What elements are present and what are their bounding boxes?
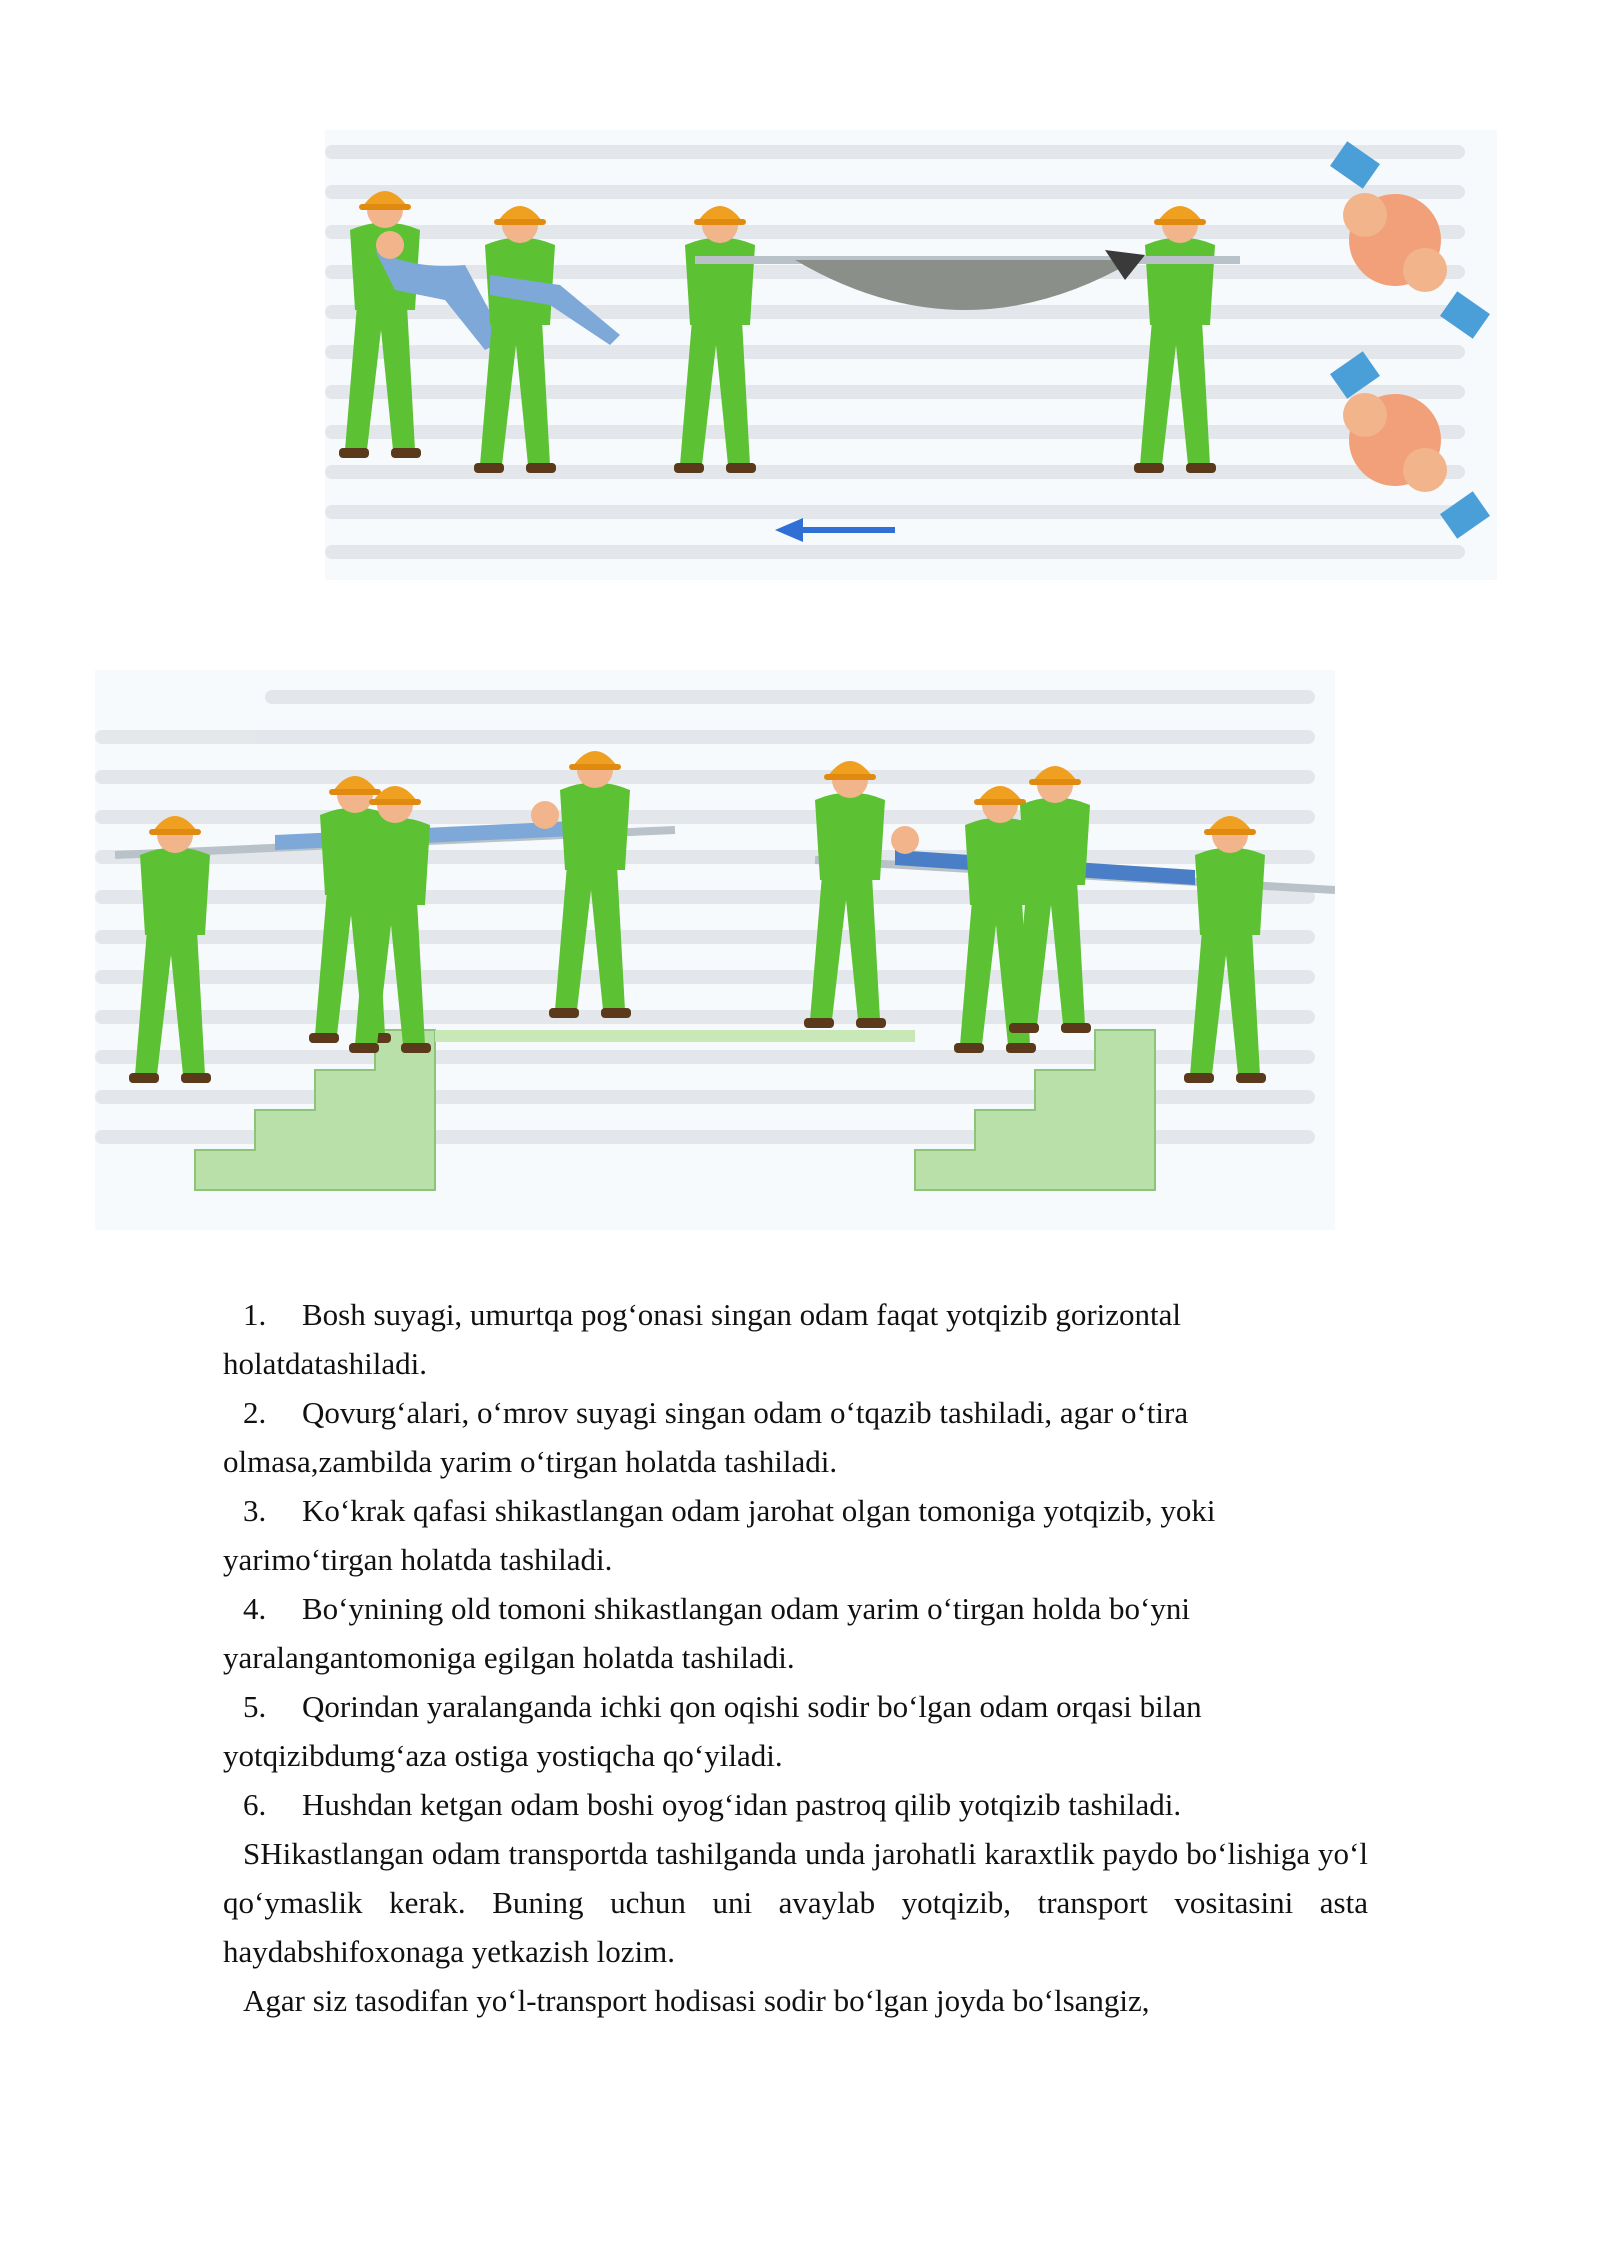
list-number: 4.	[243, 1591, 267, 1626]
list-text-continuation: olmasa,zambilda yarim o‘tirgan holatda tashiladi.	[223, 1444, 838, 1479]
paragraph: SHikastlangan odam transportda tashilganda unda jarohatli karaxtlik paydo bo‘lishiga yo‘l qo‘ymaslik kerak. Buning uchun uni avaylab yotqizib, transport vositasini asta haydabshifoxonaga yetkazish lozim.	[223, 1836, 1368, 1969]
list-text: Qovurg‘alari, o‘mrov suyagi singan odam o‘tqazib tashiladi, agar o‘tira	[302, 1395, 1189, 1430]
list-item	[223, 1682, 1368, 1780]
list-text: Qorindan yaralanganda ichki qon oqishi sodir bo‘lgan odam orqasi bilan	[302, 1689, 1202, 1724]
list-number: 3.	[243, 1493, 267, 1528]
list-text-continuation: holatdatashiladi.	[223, 1346, 428, 1381]
list-item	[223, 1290, 1368, 1388]
list-text: Bosh suyagi, umurtqa pog‘onasi singan odam faqat yotqizib gorizontal	[302, 1297, 1182, 1332]
list-text-continuation: yotqizibdumg‘aza ostiga yostiqcha qo‘yiladi.	[223, 1738, 783, 1773]
list-number: 2.	[243, 1395, 267, 1430]
list-text: Hushdan ketgan odam boshi oyog‘idan pastroq qilib yotqizib tashiladi.	[302, 1787, 1182, 1822]
stair-landing	[435, 1030, 915, 1042]
list-item	[223, 1486, 1368, 1584]
paragraph: Agar siz tasodifan yo‘l-transport hodisasi sodir bo‘lgan joyda bo‘lsangiz,	[243, 1983, 1150, 2018]
stretcher-on-stairs-illustration	[95, 670, 1335, 1230]
list-text-continuation: yaralangantomoniga egilgan holatda tashiladi.	[223, 1640, 795, 1675]
list-number: 1.	[243, 1297, 267, 1332]
list-number: 5.	[243, 1689, 267, 1724]
list-item	[223, 1388, 1368, 1486]
list-item	[223, 1584, 1368, 1682]
list-text: Bo‘ynining old tomoni shikastlangan odam yarim o‘tirgan holda bo‘yni	[302, 1591, 1190, 1626]
document-body	[223, 1290, 1368, 2025]
list-item	[223, 1780, 1368, 1829]
list-text-continuation: yarimo‘tirgan holatda tashiladi.	[223, 1542, 613, 1577]
list-number: 6.	[243, 1787, 267, 1822]
list-text: Ko‘krak qafasi shikastlangan odam jarohat olgan tomoniga yotqizib, yoki	[302, 1493, 1216, 1528]
carrying-injured-person-illustration	[325, 130, 1497, 580]
